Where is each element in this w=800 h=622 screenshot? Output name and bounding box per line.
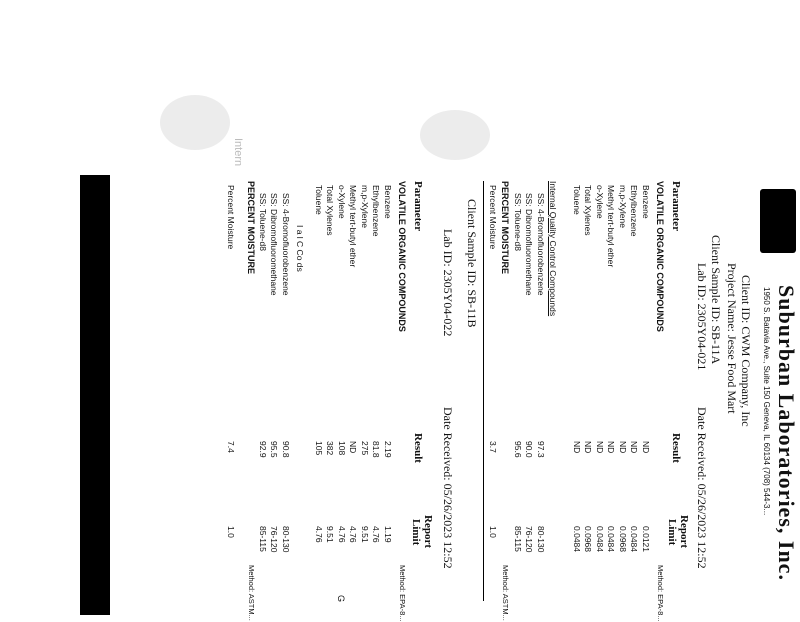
margin-text: Intern [232, 138, 244, 167]
cell-result: 90.8 [281, 441, 291, 458]
qc-title-b: I a l C Co ds [295, 225, 305, 272]
project-name: Project Name: Jesse Food Mart [725, 263, 739, 414]
table-row [358, 181, 369, 611]
cell-name: Total Xylenes [325, 185, 336, 236]
cell-result: 105 [314, 441, 324, 456]
cell-limit: 4.76 [314, 526, 324, 543]
cell-name: m,p-Xylene [360, 185, 370, 228]
table-row [511, 181, 522, 611]
table-row [605, 181, 616, 611]
cell-name: o-Xylene [337, 185, 347, 219]
pm-name: Percent Moisture [488, 185, 498, 250]
cell-name: o-Xylene [595, 185, 605, 219]
col-report-a: Report [678, 515, 690, 548]
cell-limit: 0.0484 [606, 526, 617, 552]
cell-result: ND [641, 441, 651, 454]
cell-result: ND [629, 441, 640, 454]
divider [483, 181, 484, 601]
cell-limit: 0.0968 [583, 526, 594, 552]
cell-limit: 0.0484 [629, 526, 640, 552]
cell-result: 275 [360, 441, 370, 456]
cell-name: Total Xylenes [583, 185, 594, 236]
cell-result: ND [618, 441, 628, 454]
voc-title-a: VOLATILE ORGANIC COMPOUNDS [655, 181, 665, 332]
client-id: Client ID: CWM Company, Inc [739, 275, 753, 427]
cell-result: ND [606, 441, 617, 454]
cell-result: 97.3 [536, 441, 546, 458]
table-row [256, 181, 267, 611]
pm-result: 3.7 [488, 441, 498, 453]
cell-limit: 80-130 [536, 526, 546, 553]
table-row [523, 181, 534, 611]
cell-result: 382 [325, 441, 336, 456]
pm-row-b [224, 181, 235, 611]
qc-title-a: Internal Quality Control Compounds [548, 181, 558, 317]
pm-limit: 1.0 [488, 526, 498, 538]
table-row [570, 181, 581, 611]
table-row [324, 181, 335, 611]
cell-result: ND [583, 441, 594, 454]
cell-result: ND [348, 441, 359, 454]
cell-limit: 0.0968 [618, 526, 628, 552]
table-row [628, 181, 639, 611]
col-parameter-b: Parameter [412, 181, 424, 232]
col-limit-b: Limit [410, 519, 422, 546]
cell-name: m,p-Xylene [618, 185, 628, 228]
lab-logo [760, 189, 796, 253]
cell-name: Ethylbenzene [629, 185, 640, 237]
table-row [381, 181, 392, 611]
table-row [616, 181, 627, 611]
table-row [534, 181, 545, 611]
cell-name: SS: Toluene-d8 [258, 193, 268, 251]
cell-name: Methyl tert-butyl ether [606, 185, 617, 268]
client-sample-id-a: Client Sample ID: SB-11A [709, 235, 723, 365]
scan-edge [80, 175, 110, 615]
lab-address: 1950 S. Batavia Ave., Suite 150 Geneva, IL 60134 (708) 544-3... [762, 287, 771, 516]
pm-limit: 1.0 [226, 526, 236, 538]
cell-limit: 0.0484 [595, 526, 605, 552]
cell-result: 2.19 [383, 441, 393, 458]
col-result-b: Result [412, 433, 424, 463]
cell-name: Toluene [572, 185, 582, 215]
pm-title-a: PERCENT MOISTURE [500, 181, 510, 275]
col-parameter-a: Parameter [670, 181, 682, 232]
cell-limit: 4.76 [337, 526, 347, 543]
voc-method-b: Method: EPA-8... [398, 565, 407, 622]
pm-method-b: Method: ASTM... [247, 565, 256, 621]
table-row [335, 181, 346, 611]
cell-result: 90.0 [524, 441, 535, 458]
cell-result: ND [595, 441, 605, 454]
table-row [639, 181, 650, 611]
cell-name: Ethylbenzene [371, 185, 382, 237]
date-received-b: Date Received: 05/26/2023 12:52 [441, 407, 455, 569]
cell-limit: 85-115 [258, 526, 268, 552]
cell-result: 95.6 [513, 441, 523, 458]
scan-smudge [420, 110, 490, 160]
table-row [268, 181, 279, 611]
cell-limit: 1.19 [383, 526, 393, 543]
pm-method-a: Method: ASTM... [501, 565, 510, 621]
cell-name: Benzene [383, 185, 393, 219]
cell-name: SS: Dibromofluoromethane [524, 193, 535, 296]
date-received-a: Date Received: 05/26/2023 12:52 [695, 407, 709, 569]
table-row [593, 181, 604, 611]
cell-name: SS: 4-Bromofluorobenzene [281, 193, 291, 296]
table-row [370, 181, 381, 611]
voc-method-a: Method: EPA-8... [656, 565, 665, 622]
cell-limit: 85-115 [513, 526, 523, 552]
lab-name: Suburban Laboratories, Inc. [774, 285, 799, 581]
table-row [347, 181, 358, 611]
pm-result: 7.4 [226, 441, 236, 453]
cell-limit: 9.51 [325, 526, 336, 543]
lab-id-a: Lab ID: 2305Y04-021 [695, 263, 709, 371]
pm-name: Percent Moisture [226, 185, 236, 250]
scan-smudge [160, 95, 230, 150]
cell-limit: 4.76 [371, 526, 382, 543]
cell-limit: 80-130 [281, 526, 291, 553]
cell-name: Methyl tert-butyl ether [348, 185, 359, 268]
col-result-a: Result [670, 433, 682, 463]
cell-result: 92.9 [258, 441, 268, 458]
cell-name: SS: Dibromofluoromethane [269, 193, 280, 296]
cell-limit: 0.0484 [572, 526, 582, 552]
client-sample-id-b: Client Sample ID: SB-11B [465, 199, 479, 328]
cell-limit: 76-120 [269, 526, 280, 553]
cell-result: ND [572, 441, 582, 454]
cell-name: SS: 4-Bromofluorobenzene [536, 193, 546, 296]
pm-row-a [486, 181, 497, 611]
voc-title-b: VOLATILE ORGANIC COMPOUNDS [397, 181, 407, 332]
table-row [582, 181, 593, 611]
side-mark-b: G [336, 595, 346, 603]
cell-limit: 0.0121 [641, 526, 651, 552]
col-report-b: Report [422, 515, 434, 548]
table-row [312, 181, 323, 611]
cell-name: Benzene [641, 185, 651, 219]
lab-report-page [80, 175, 800, 622]
cell-limit: 76-120 [524, 526, 535, 553]
cell-limit: 9.51 [360, 526, 370, 543]
cell-result: 81.8 [371, 441, 382, 458]
table-row [279, 181, 290, 611]
cell-result: 95.5 [269, 441, 280, 458]
col-limit-a: Limit [666, 519, 678, 546]
pm-title-b: PERCENT MOISTURE [246, 181, 256, 275]
cell-name: SS: Toluene-d8 [513, 193, 523, 251]
cell-result: 108 [337, 441, 347, 456]
lab-id-b: Lab ID: 2305Y04-022 [441, 229, 455, 337]
cell-name: Toluene [314, 185, 324, 215]
cell-limit: 4.76 [348, 526, 359, 543]
